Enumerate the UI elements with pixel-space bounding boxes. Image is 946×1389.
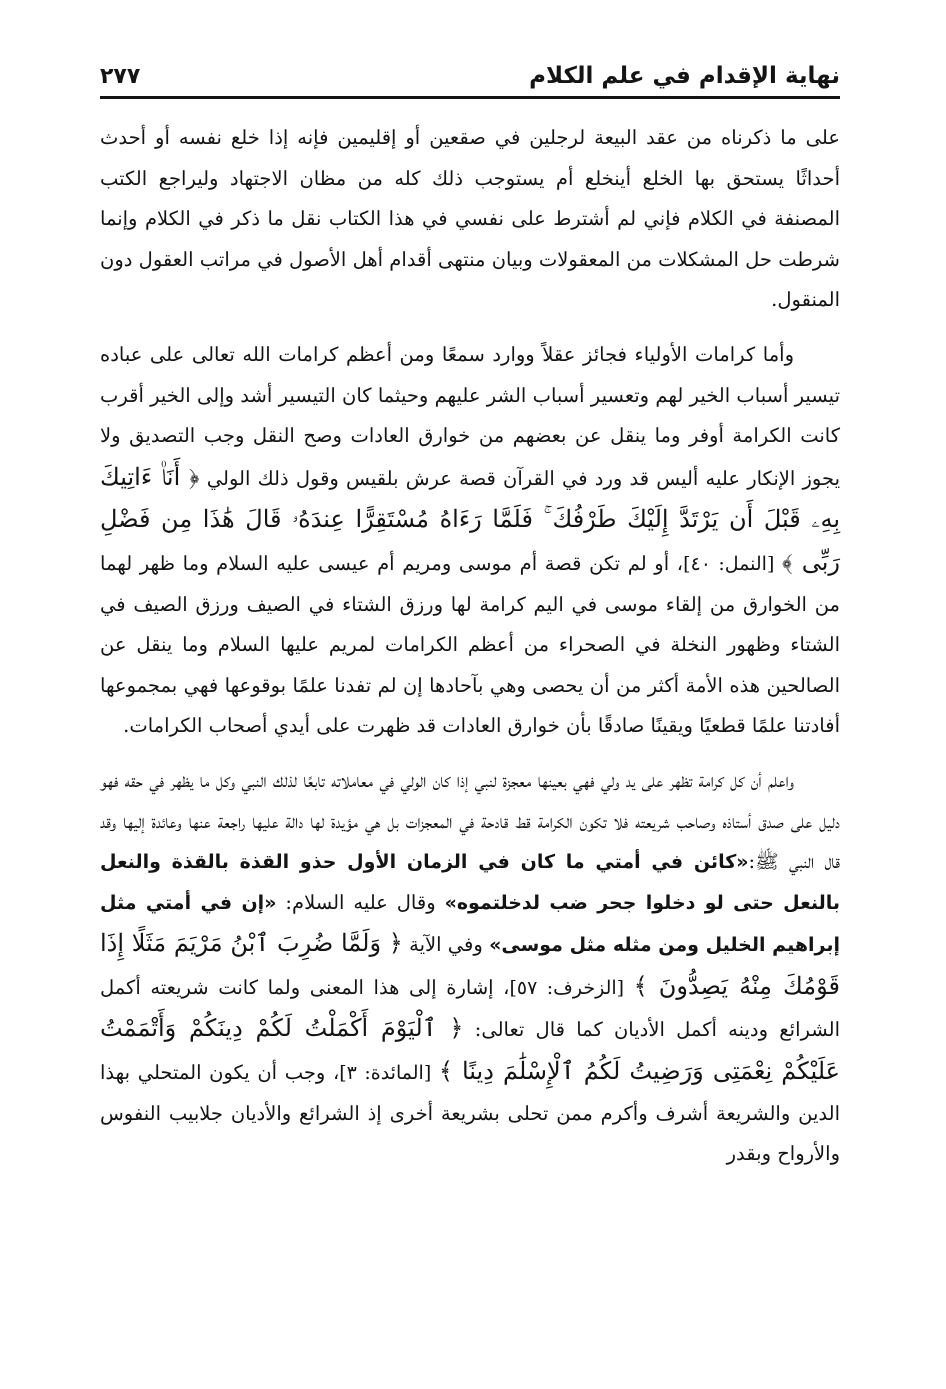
paragraph-text: على ما ذكرناه من عقد البيعة لرجلين في صقعين أو إقليمين فإنه إذا خلع نفسه أو أحدث أحداثًا يستحق بها الخلع أينخلع أم يستوجب ذلك كله من مظان الاجتهاد وليراجع الكتب المصنفة في الكلام فإني لم أشترط على نفسي في هذا الكتاب نقل ما ذكر في الكلام وإنما شرطت حل المشكلات من المعقولات وبيان منتهى أقدام أهل الأصول في مراتب العقول دون المنقول. [100, 126, 840, 312]
paragraph-3 [100, 761, 840, 1175]
running-title: نهاية الإقدام في علم الكلام [529, 63, 840, 89]
paragraph-text: ، أو لم تكن قصة أم موسى ومريم أم عيسى عليه السلام وما ظهر لهما من الخوارق من إلقاء موسى في اليم كرامة لها ورزق الشتاء في الصيف ورزق الصيف في الشتاء وظهور النخلة في الصحراء من أعظم الكرامات لمريم عليها السلام وما ينقل عن الصالحين هذه الأمة أكثر من أن يحصى وهي بآحادها إن لم تفدنا علمًا بوقوعها فهي بمجموعها أفادتنا علمًا قطعيًا ويقينًا صادقًا بأن خوارق العادات قد ظهرت على أيدي أصحاب الكرامات. [100, 551, 840, 738]
header-rule [100, 96, 840, 99]
paragraph-1 [100, 118, 840, 321]
verse-reference: [النمل: ٤٠] [683, 552, 775, 575]
verse-reference: [الزخرف: ٥٧] [509, 976, 625, 999]
hadith-quote: «إن في أمتي مثل إبراهيم الخليل ومن مثله مثل موسى» [100, 891, 840, 957]
page-number: ٢٧٧ [100, 63, 141, 89]
paragraph-text: واعلم أن كل كرامة تظهر على يد ولي فهي بعينها معجزة لنبي إذا كان الولي في معاملاته تابعًا لذلك النبي وكل ما يظهر في حقه فهو دليل على صدق أستاذه وصاحب شريعته فلا تكون الكرامة قط قادحة في المعجزات بل هي مؤيدة لها دالة عليها راجعة عنها وعائدة إليها وقد قال النبي ﷺ: [100, 768, 840, 874]
paragraph-text: وفي الآية [409, 933, 483, 957]
quran-verse: ﴿ وَلَمَّا ضُرِبَ ٱبْنُ مَرْيَمَ مَثَلًا إِذَا قَوْمُكَ مِنْهُ يَصِدُّونَ ﴾ [100, 929, 841, 1000]
verse-reference: [المائدة: ٣] [339, 1062, 432, 1085]
paragraph-text: وأما كرامات الأولياء فجائز عقلاً ووارد سمعًا ومن أعظم كرامات الله تعالى على عباده تيسير أسباب الخير لهم وتعسير أسباب الشر عليهم وحيثما كان التيسير أشد وإلى الخير أقرب كانت الكرامة أوفر وما ينقل عن بعضهم من خوارق العادات وصح النقل وجب التصديق ولا يجوز الإنكار عليه أليس قد ورد في القرآن قصة عرش بلقيس وقول ذلك الولي [100, 342, 841, 490]
quran-verse: ﴿ أَنَا۠ ءَاتِيكَ بِهِۦ قَبْلَ أَن يَرْتَدَّ إِلَيْكَ طَرْفُكَ ۚ فَلَمَّا رَءَاهُ مُسْتَقِرًّا عِندَهُۥ قَالَ هَٰذَا مِن فَضْلِ رَبِّى ﴾ [100, 462, 840, 576]
hadith-quote: «كائن في أمتي ما كان في الزمان الأول حذو القذة بالقذة والنعل بالنعل حتى لو دخلوا جحر ضب لدخلتموه» [100, 851, 841, 914]
paragraph-text: وقال عليه السلام: [285, 890, 436, 914]
paragraph-text: ، إشارة إلى هذا المعنى ولما كانت شريعته أكمل الشرائع ودينه أكمل الأديان كما قال تعالى: [100, 975, 841, 1042]
paragraph-text: ، وجب أن يكون المتحلي بهذا الدين والشريعة أشرف وأكرم ممن تحلى بشريعة أخرى إذ الشرائع والأديان جلابيب النفوس والأرواح وبقدر [100, 1061, 840, 1166]
page-header [100, 56, 840, 96]
paragraph-2 [100, 335, 840, 747]
quran-verse: ﴿ ٱلْيَوْمَ أَكْمَلْتُ لَكُمْ دِينَكُمْ وَأَتْمَمْتُ عَلَيْكُمْ نِعْمَتِى وَرَضِيتُ لَكُمُ ٱلْإِسْلَٰمَ دِينًا ﴾ [100, 1014, 840, 1086]
body-text [100, 118, 840, 1175]
